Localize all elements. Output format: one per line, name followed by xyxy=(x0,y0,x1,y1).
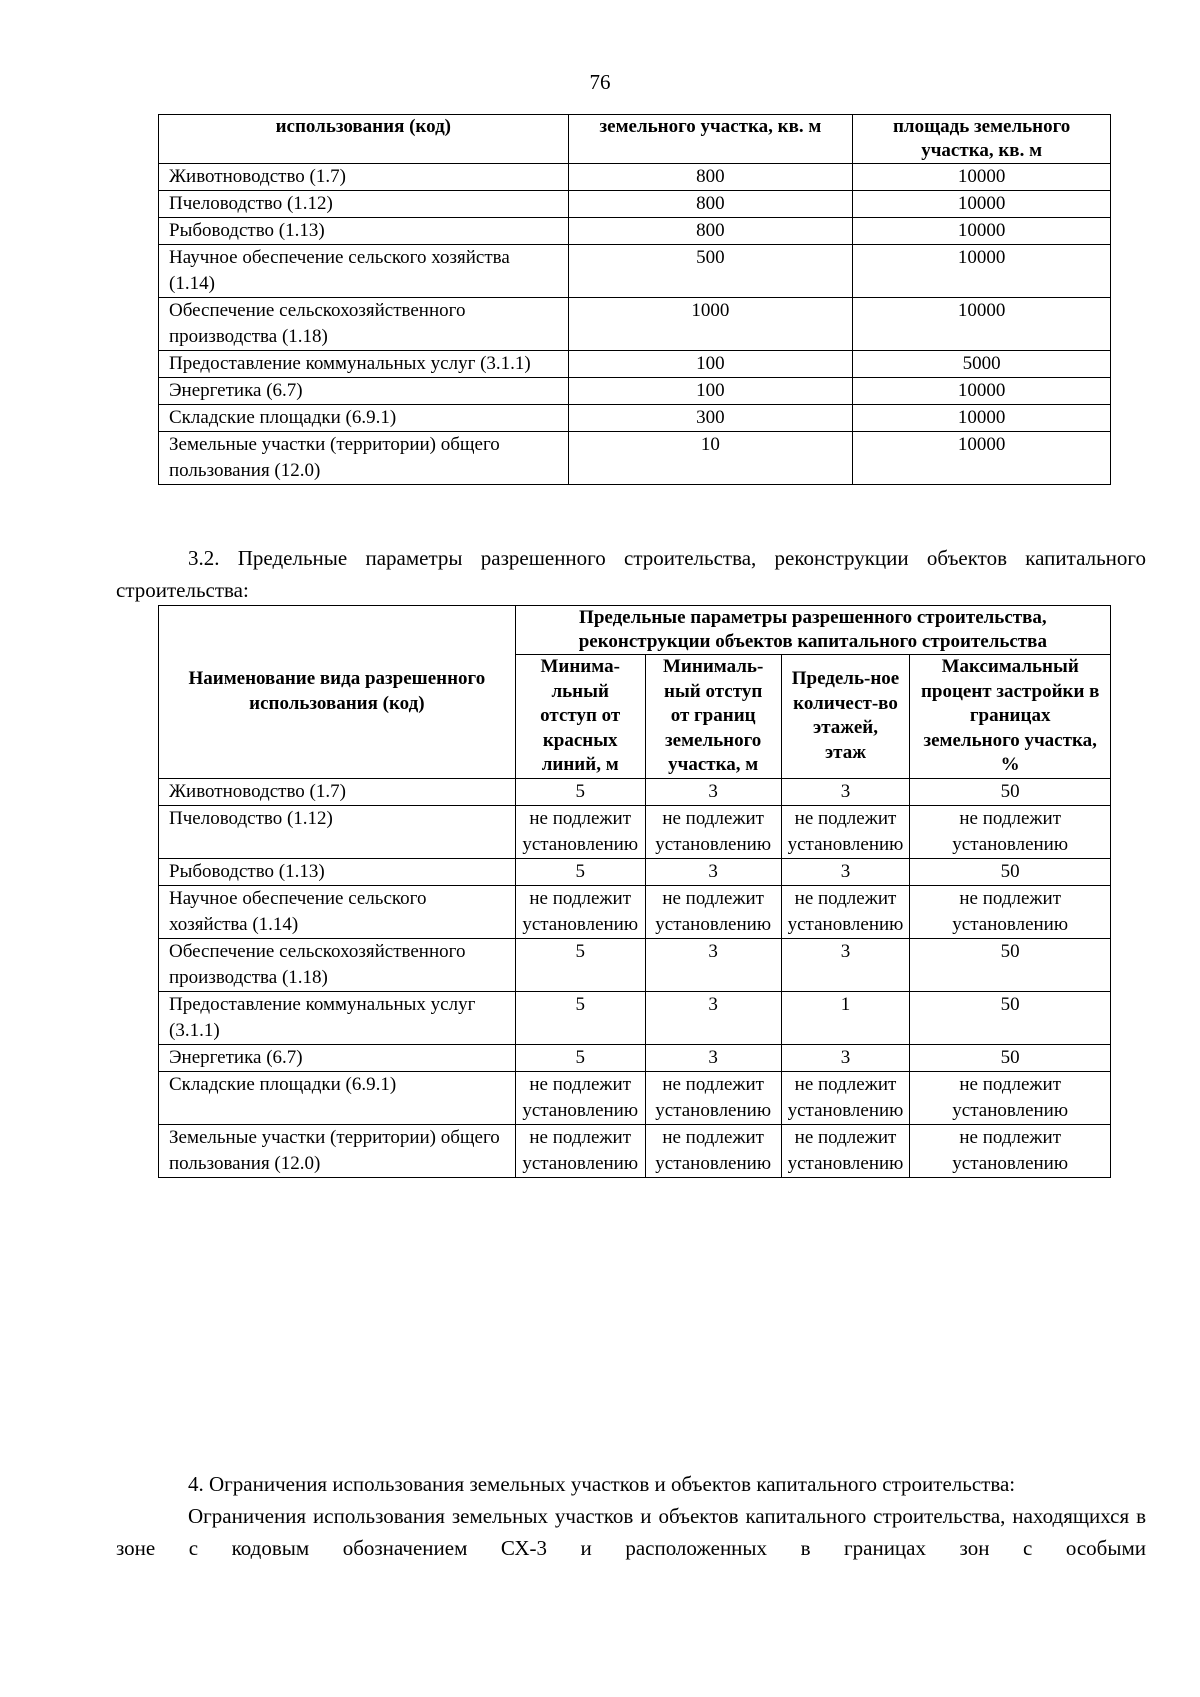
use-type-cell: Обеспечение сельскохозяйственного производства (1.18) xyxy=(159,298,569,351)
column-header: Минима-льный отступ от красных линий, м xyxy=(515,655,645,779)
use-type-cell: Земельные участки (территории) общего пользования (12.0) xyxy=(159,432,569,485)
section-4-heading xyxy=(116,1468,1146,1500)
max-floors-cell: 1 xyxy=(781,991,910,1044)
max-coverage-cell: 50 xyxy=(910,858,1111,885)
column-header: Предель-ное количест-во этажей, этаж xyxy=(781,655,910,779)
table-row xyxy=(159,218,1111,245)
use-type-cell: Животноводство (1.7) xyxy=(159,164,569,191)
table-row xyxy=(159,805,1111,858)
boundary-setback-cell: 3 xyxy=(645,991,781,1044)
section-4-heading-text: 4. Ограничения использования земельных участков и объектов капитального строительства: xyxy=(188,1472,1016,1496)
max-coverage-cell: 50 xyxy=(910,938,1111,991)
min-area-cell: 100 xyxy=(568,378,853,405)
table-row xyxy=(159,1124,1111,1177)
max-area-cell: 10000 xyxy=(853,298,1111,351)
table-row xyxy=(159,298,1111,351)
use-type-cell: Предоставление коммунальных услуг (3.1.1) xyxy=(159,991,516,1044)
red-line-setback-cell: 5 xyxy=(515,938,645,991)
table-row xyxy=(159,885,1111,938)
max-coverage-cell: не подлежит установлению xyxy=(910,1124,1111,1177)
max-coverage-cell: не подлежит установлению xyxy=(910,805,1111,858)
max-area-cell: 10000 xyxy=(853,218,1111,245)
use-type-cell: Научное обеспечение сельского хозяйства (1.14) xyxy=(159,245,569,298)
column-header: земельного участка, кв. м xyxy=(568,115,853,164)
use-type-cell: Научное обеспечение сельского хозяйства (1.14) xyxy=(159,885,516,938)
max-floors-cell: 3 xyxy=(781,1044,910,1071)
min-area-cell: 300 xyxy=(568,405,853,432)
column-header: Максимальный процент застройки в границах земельного участка, % xyxy=(910,655,1111,779)
boundary-setback-cell: не подлежит установлению xyxy=(645,1124,781,1177)
max-area-cell: 10000 xyxy=(853,191,1111,218)
max-area-cell: 10000 xyxy=(853,245,1111,298)
group-header: Предельные параметры разрешенного строительства, реконструкции объектов капитального строительства xyxy=(515,606,1110,655)
use-type-cell: Энергетика (6.7) xyxy=(159,378,569,405)
boundary-setback-cell: не подлежит установлению xyxy=(645,885,781,938)
table-row xyxy=(159,432,1111,485)
max-floors-cell: 3 xyxy=(781,938,910,991)
max-area-cell: 10000 xyxy=(853,378,1111,405)
max-coverage-cell: не подлежит установлению xyxy=(910,1071,1111,1124)
table-row xyxy=(159,351,1111,378)
table-row xyxy=(159,991,1111,1044)
min-area-cell: 100 xyxy=(568,351,853,378)
max-coverage-cell: 50 xyxy=(910,1044,1111,1071)
red-line-setback-cell: не подлежит установлению xyxy=(515,885,645,938)
use-type-cell: Животноводство (1.7) xyxy=(159,778,516,805)
table-row xyxy=(159,405,1111,432)
max-coverage-cell: 50 xyxy=(910,778,1111,805)
table-row xyxy=(159,164,1111,191)
use-type-cell: Предоставление коммунальных услуг (3.1.1) xyxy=(159,351,569,378)
boundary-setback-cell: 3 xyxy=(645,858,781,885)
max-floors-cell: не подлежит установлению xyxy=(781,1124,910,1177)
page-number: 76 xyxy=(589,70,611,94)
use-type-cell: Рыбоводство (1.13) xyxy=(159,858,516,885)
use-type-cell: Пчеловодство (1.12) xyxy=(159,805,516,858)
min-area-cell: 500 xyxy=(568,245,853,298)
min-area-cell: 10 xyxy=(568,432,853,485)
max-floors-cell: не подлежит установлению xyxy=(781,885,910,938)
red-line-setback-cell: 5 xyxy=(515,778,645,805)
red-line-setback-cell: не подлежит установлению xyxy=(515,1071,645,1124)
min-area-cell: 800 xyxy=(568,218,853,245)
table-row xyxy=(159,245,1111,298)
section-3-2-paragraph xyxy=(116,542,1146,606)
max-floors-cell: 3 xyxy=(781,858,910,885)
section-4-text: Ограничения использования земельных участков и объектов капитального строительства, находящихся в зоне с кодовым обозначением СХ-3 и расположенных в границах зон с особыми xyxy=(116,1504,1146,1560)
use-type-cell: Энергетика (6.7) xyxy=(159,1044,516,1071)
section-4-paragraph xyxy=(116,1500,1146,1564)
table-row xyxy=(159,378,1111,405)
max-area-cell: 10000 xyxy=(853,405,1111,432)
table-row xyxy=(159,858,1111,885)
boundary-setback-cell: 3 xyxy=(645,938,781,991)
table-row xyxy=(159,1071,1111,1124)
max-area-cell: 10000 xyxy=(853,432,1111,485)
use-type-cell: Складские площадки (6.9.1) xyxy=(159,1071,516,1124)
table-row xyxy=(159,778,1111,805)
table-row xyxy=(159,938,1111,991)
use-type-cell: Земельные участки (территории) общего пользования (12.0) xyxy=(159,1124,516,1177)
use-type-cell: Обеспечение сельскохозяйственного производства (1.18) xyxy=(159,938,516,991)
use-type-cell: Складские площадки (6.9.1) xyxy=(159,405,569,432)
construction-parameters-table xyxy=(158,605,1111,1178)
min-area-cell: 1000 xyxy=(568,298,853,351)
max-coverage-cell: 50 xyxy=(910,991,1111,1044)
table-header-row xyxy=(159,606,1111,655)
max-area-cell: 5000 xyxy=(853,351,1111,378)
column-header: площадь земельного участка, кв. м xyxy=(853,115,1111,164)
red-line-setback-cell: не подлежит установлению xyxy=(515,1124,645,1177)
max-floors-cell: не подлежит установлению xyxy=(781,805,910,858)
max-floors-cell: не подлежит установлению xyxy=(781,1071,910,1124)
use-type-cell: Пчеловодство (1.12) xyxy=(159,191,569,218)
column-header: использования (код) xyxy=(159,115,569,164)
table-row xyxy=(159,191,1111,218)
use-type-cell: Рыбоводство (1.13) xyxy=(159,218,569,245)
red-line-setback-cell: не подлежит установлению xyxy=(515,805,645,858)
red-line-setback-cell: 5 xyxy=(515,858,645,885)
red-line-setback-cell: 5 xyxy=(515,1044,645,1071)
boundary-setback-cell: не подлежит установлению xyxy=(645,805,781,858)
boundary-setback-cell: 3 xyxy=(645,778,781,805)
boundary-setback-cell: 3 xyxy=(645,1044,781,1071)
land-plot-size-table xyxy=(158,114,1111,485)
red-line-setback-cell: 5 xyxy=(515,991,645,1044)
max-floors-cell: 3 xyxy=(781,778,910,805)
max-area-cell: 10000 xyxy=(853,164,1111,191)
table-header-row xyxy=(159,115,1111,164)
max-coverage-cell: не подлежит установлению xyxy=(910,885,1111,938)
name-column-header: Наименование вида разрешенного использования (код) xyxy=(159,606,516,779)
boundary-setback-cell: не подлежит установлению xyxy=(645,1071,781,1124)
column-header: Минималь-ный отступ от границ земельного участка, м xyxy=(645,655,781,779)
min-area-cell: 800 xyxy=(568,164,853,191)
table-row xyxy=(159,1044,1111,1071)
section-3-2-text: 3.2. Предельные параметры разрешенного строительства, реконструкции объектов капитального строительства: xyxy=(116,546,1146,602)
min-area-cell: 800 xyxy=(568,191,853,218)
